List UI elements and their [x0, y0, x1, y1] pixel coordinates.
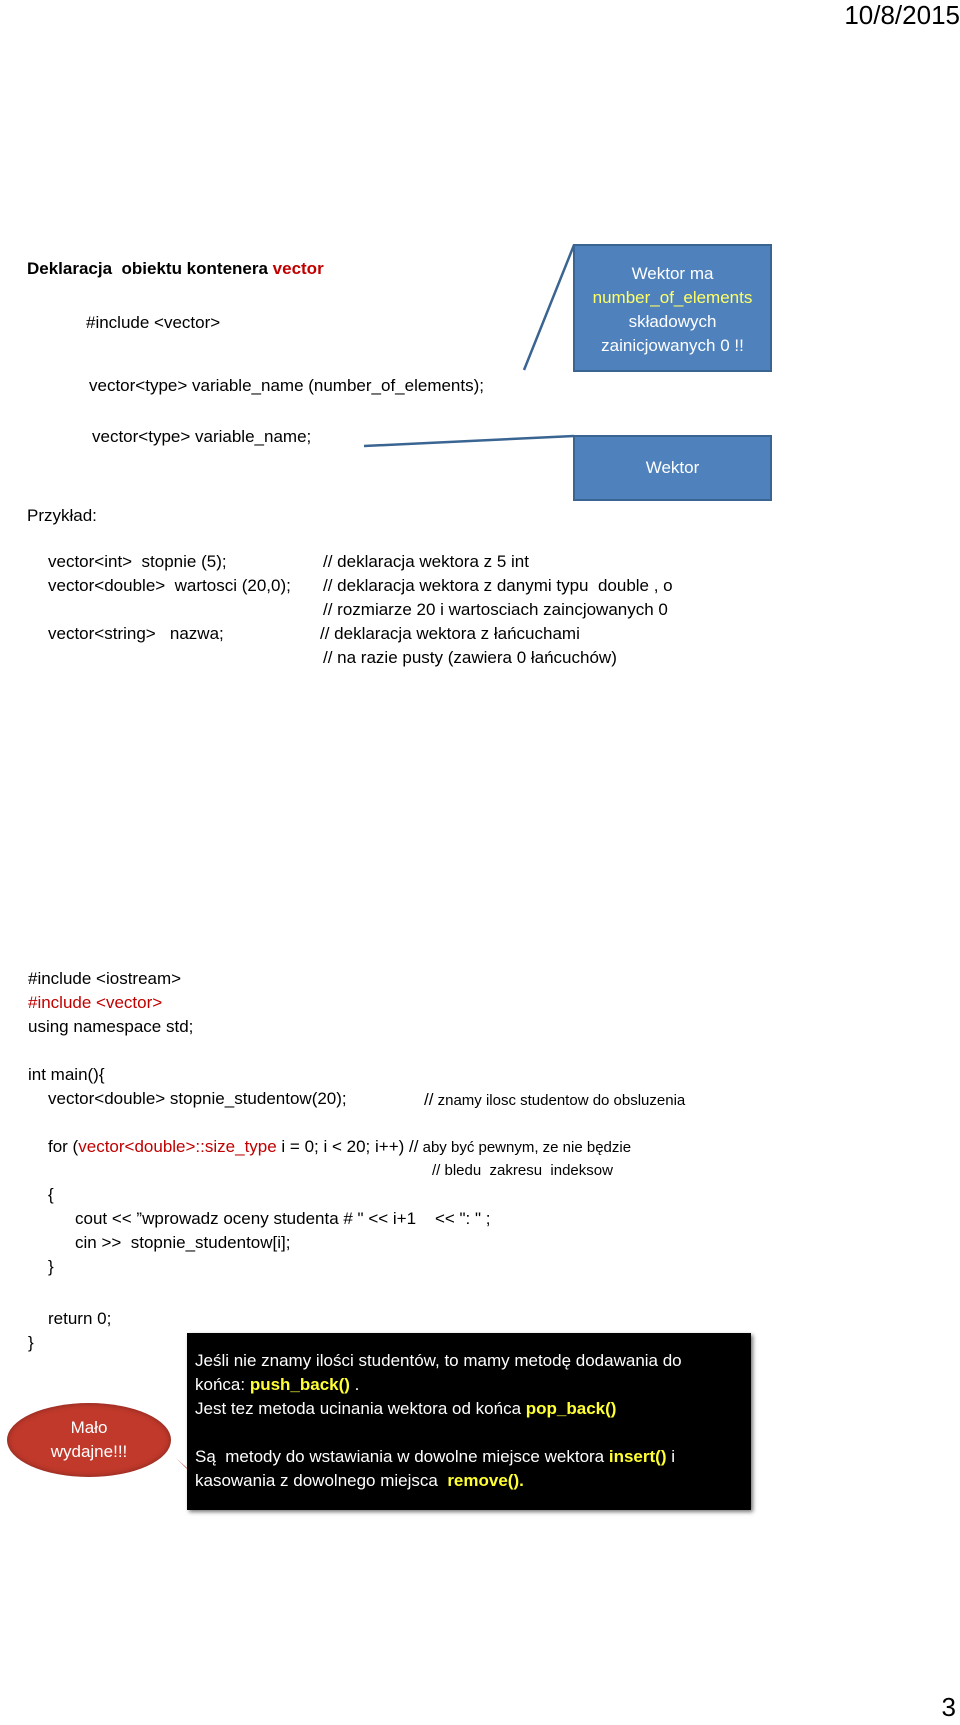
- decl-with-size: vector<type> variable_name (number_of_elements);: [89, 376, 484, 395]
- code-line: return 0;: [48, 1309, 112, 1328]
- page-number: 3: [941, 1692, 956, 1722]
- decl-empty: vector<type> variable_name;: [92, 427, 312, 446]
- connector-sized: [524, 245, 574, 370]
- code-comment: // znamy ilosc studentow do obsluzenia: [424, 1090, 686, 1109]
- code-line: #include <vector>: [28, 993, 163, 1012]
- example-comment: // na razie pusty (zawiera 0 łańcuchów): [323, 648, 617, 667]
- code-line: }: [48, 1257, 54, 1276]
- note-line: kasowania z dowolnego miejsca remove().: [195, 1471, 524, 1490]
- note-line: [195, 1421, 743, 1445]
- note-line: końca: push_back() .: [195, 1375, 360, 1394]
- note-line: Jest tez metoda ucinania wektora od końca pop_back(): [195, 1399, 617, 1418]
- code-line: {: [48, 1185, 54, 1204]
- code-line: #include <iostream>: [28, 969, 182, 988]
- callout-sized-vector: Wektor ma number_of_elements składowych zainicjowanych 0 !!: [573, 244, 772, 372]
- note-box: [187, 1333, 751, 1510]
- code-comment: // bledu zakresu indeksow: [432, 1162, 613, 1179]
- code-line: cout << ”wprowadz oceny studenta # " << i+1 << ": " ;: [75, 1209, 491, 1228]
- slide-date: 10/8/2015: [844, 0, 960, 30]
- decl-include: #include <vector>: [86, 313, 221, 332]
- example-code: vector<double> wartosci (20,0);: [48, 576, 291, 595]
- example-code: vector<string> nazwa;: [48, 624, 224, 643]
- example-comment: // deklaracja wektora z danymi typu double , o: [323, 576, 673, 595]
- example-comment: // rozmiarze 20 i wartosciach zaincjowanych 0: [323, 600, 668, 619]
- callout-empty-vector: Wektor: [573, 435, 772, 501]
- connector-empty: [364, 436, 574, 446]
- example-code: vector<int> stopnie (5);: [48, 552, 227, 571]
- code-line: cin >> stopnie_studentow[i];: [75, 1233, 291, 1252]
- section-heading: Deklaracja obiektu kontenera vector: [27, 259, 324, 278]
- code-line: int main(){: [28, 1065, 105, 1084]
- code-line: vector<double> stopnie_studentow(20);: [48, 1089, 347, 1108]
- note-line: Są metody do wstawiania w dowolne miejsce wektora insert() i: [195, 1447, 675, 1466]
- example-comment: // deklaracja wektora z 5 int: [323, 552, 529, 571]
- code-line: using namespace std;: [28, 1017, 194, 1036]
- inefficient-bubble: Mało wydajne!!!: [7, 1403, 171, 1477]
- code-line: for (vector<double>::size_type i = 0; i < 20; i++) // aby być pewnym, ze nie będzie: [48, 1137, 632, 1156]
- example-comment: // deklaracja wektora z łańcuchami: [320, 624, 580, 643]
- note-line: Jeśli nie znamy ilości studentów, to mamy metodę dodawania do: [195, 1351, 682, 1370]
- code-line: }: [28, 1333, 34, 1352]
- example-label: Przykład:: [27, 506, 97, 525]
